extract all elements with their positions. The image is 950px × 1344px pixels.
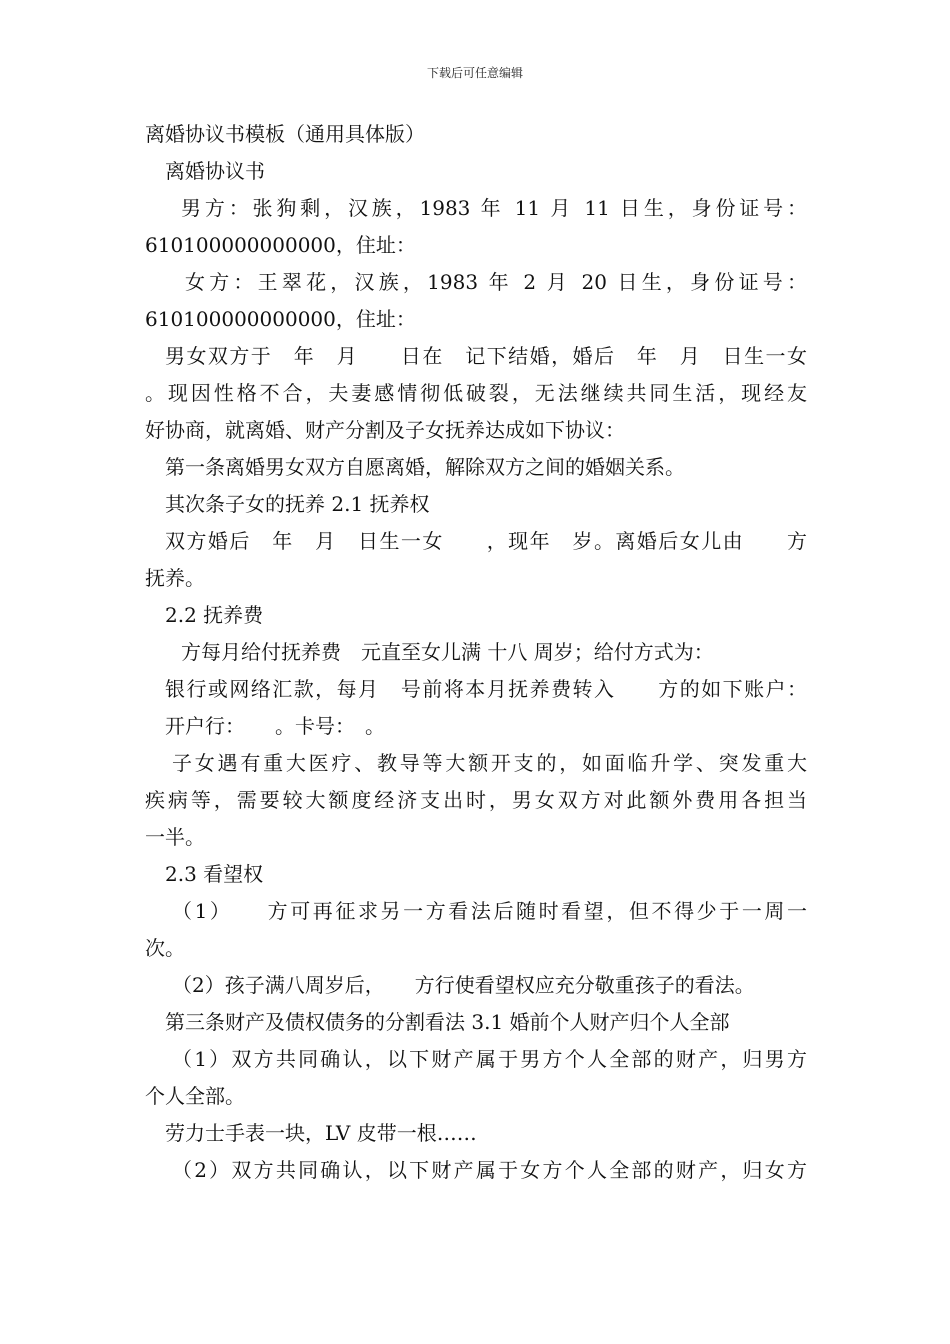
agreement-heading: 离婚协议书 <box>165 159 265 183</box>
article-two-custody-heading: 其次条子女的抚养 2.1 抚养权 <box>165 492 430 516</box>
visitation-heading: 2.3 看望权 <box>165 862 264 886</box>
major-expense-line-2: 疾病等，需要较大额度经济支出时，男女双方对此额外费用各担当 <box>145 788 807 812</box>
document-body <box>145 116 807 1189</box>
visitation-item-1-line-2: 次。 <box>145 936 185 960</box>
female-party-line: 女方：王翠花，汉族，1983 年 2 月 20 日生，身份证号： <box>185 270 807 294</box>
male-party-id-address: 610100000000000，住址： <box>145 233 416 257</box>
support-fee-line: 方每月给付抚养费 元直至女儿满 十八 周岁；给付方式为： <box>181 640 714 664</box>
document-title: 离婚协议书模板（通用具体版） <box>145 122 425 146</box>
marriage-paragraph-line-1: 男女双方于 年 月 日在 记下结婚，婚后 年 月 日生一女 <box>165 344 807 368</box>
payment-method-line: 银行或网络汇款，每月 号前将本月抚养费转入 方的如下账户： <box>165 677 807 701</box>
male-property-line-2: 个人全部。 <box>145 1084 245 1108</box>
major-expense-line-1: 子女遇有重大医疗、教导等大额开支的，如面临升学、突发重大 <box>172 751 807 775</box>
female-property-line-1: （2）双方共同确认，以下财产属于女方个人全部的财产，归女方 <box>172 1158 807 1182</box>
major-expense-line-3: 一半。 <box>145 825 205 849</box>
article-three-heading: 第三条财产及债权债务的分割看法 3.1 婚前个人财产归个人全部 <box>165 1010 730 1034</box>
marriage-paragraph-line-2: 。现因性格不合，夫妻感情彻低破裂，无法继续共同生活，现经友 <box>145 381 807 405</box>
bank-account-line: 开户行： 。卡号： 。 <box>165 714 385 738</box>
female-party-id-address: 610100000000000，住址： <box>145 307 416 331</box>
marriage-paragraph-line-3: 好协商，就离婚、财产分割及子女抚养达成如下协议： <box>145 418 625 442</box>
header-note: 下载后可任意编辑 <box>426 66 523 80</box>
support-fee-heading: 2.2 抚养费 <box>165 603 264 627</box>
male-property-line-1: （1）双方共同确认，以下财产属于男方个人全部的财产，归男方 <box>172 1047 807 1071</box>
visitation-item-2: （2）孩子满八周岁后， 方行使看望权应充分敬重孩子的看法。 <box>172 973 755 997</box>
male-party-line: 男方：张狗剩，汉族，1983 年 11 月 11 日生，身份证号： <box>181 196 807 220</box>
visitation-item-1-line-1: （1） 方可再征求另一方看法后随时看望，但不得少于一周一 <box>172 899 807 923</box>
article-one: 第一条离婚男女双方自愿离婚，解除双方之间的婚姻关系。 <box>165 455 685 479</box>
male-property-items: 劳力士手表一块，LV 皮带一根…… <box>165 1121 477 1145</box>
custody-line-1: 双方婚后 年 月 日生一女 ，现年 岁。离婚后女儿由 方 <box>165 529 807 553</box>
custody-line-2: 抚养。 <box>145 566 205 590</box>
